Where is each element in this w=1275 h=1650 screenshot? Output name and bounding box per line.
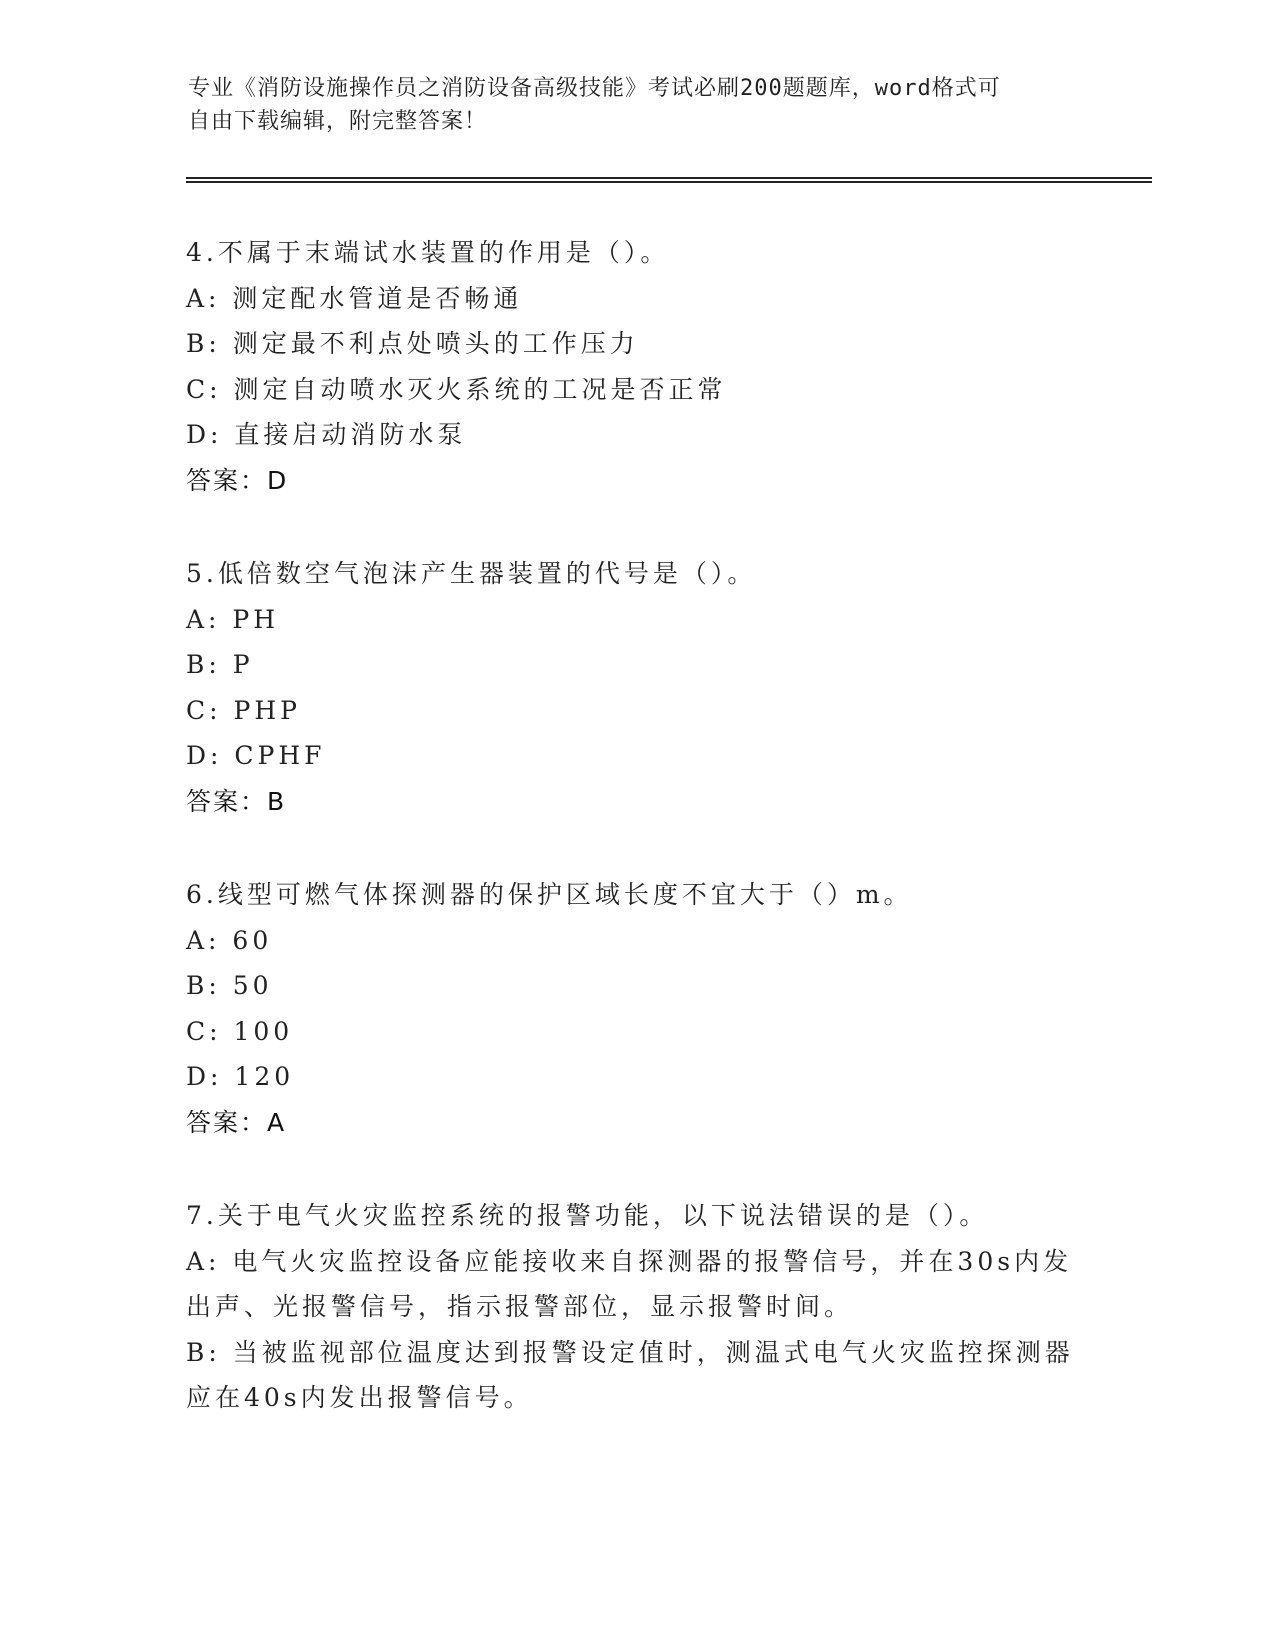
question-stem: 7.关于电气火灾监控系统的报警功能，以下说法错误的是（）。 (186, 1201, 989, 1230)
question-7 (186, 1193, 1086, 1421)
option-b: B: 当被监视部位温度达到报警设定值时，测温式电气火灾监控探测器 (186, 1337, 1074, 1367)
option-d: D: CPHF (186, 741, 326, 770)
document-header (188, 72, 1068, 138)
answer-label: 答案：B (186, 786, 287, 816)
option-c: C: 测定自动喷水灭火系统的工况是否正常 (186, 374, 727, 404)
header-text-line-2: 自由下载编辑，附完整答案！ (188, 109, 488, 134)
answer-label: 答案：A (186, 1107, 287, 1137)
question-6 (186, 872, 1086, 1145)
option-a-continued: 出声、光报警信号，指示报警部位，显示报警时间。 (186, 1292, 854, 1321)
question-list (186, 230, 1086, 1469)
question-stem: 4.不属于末端试水装置的作用是（）。 (186, 238, 670, 267)
option-a: A: 电气火灾监控设备应能接收来自探测器的报警信号，并在30s内发 (186, 1246, 1073, 1276)
option-c: C: 100 (186, 1016, 294, 1046)
option-a: A: 测定配水管道是否畅通 (186, 283, 523, 313)
question-stem: 5.低倍数空气泡沫产生器装置的代号是（）。 (186, 559, 757, 588)
option-d: D: 直接启动消防水泵 (186, 420, 467, 449)
option-c: C: PHP (186, 695, 301, 725)
option-b: B: 50 (186, 971, 273, 1000)
header-divider (186, 177, 1152, 183)
answer-label: 答案：D (186, 465, 289, 495)
question-4 (186, 230, 1086, 503)
option-b-continued: 应在40s内发出报警信号。 (186, 1383, 533, 1412)
option-b: B: P (186, 650, 254, 679)
question-5 (186, 551, 1086, 824)
option-b: B: 测定最不利点处喷头的工作压力 (186, 329, 639, 358)
question-stem: 6.线型可燃气体探测器的保护区域长度不宜大于（）m。 (186, 880, 913, 909)
option-d: D: 120 (186, 1062, 295, 1091)
option-a: A: PH (186, 604, 280, 634)
header-text-line-1: 专业《消防设施操作员之消防设备高级技能》考试必刷200题题库，word格式可 (188, 76, 1001, 101)
option-a: A: 60 (186, 925, 273, 955)
